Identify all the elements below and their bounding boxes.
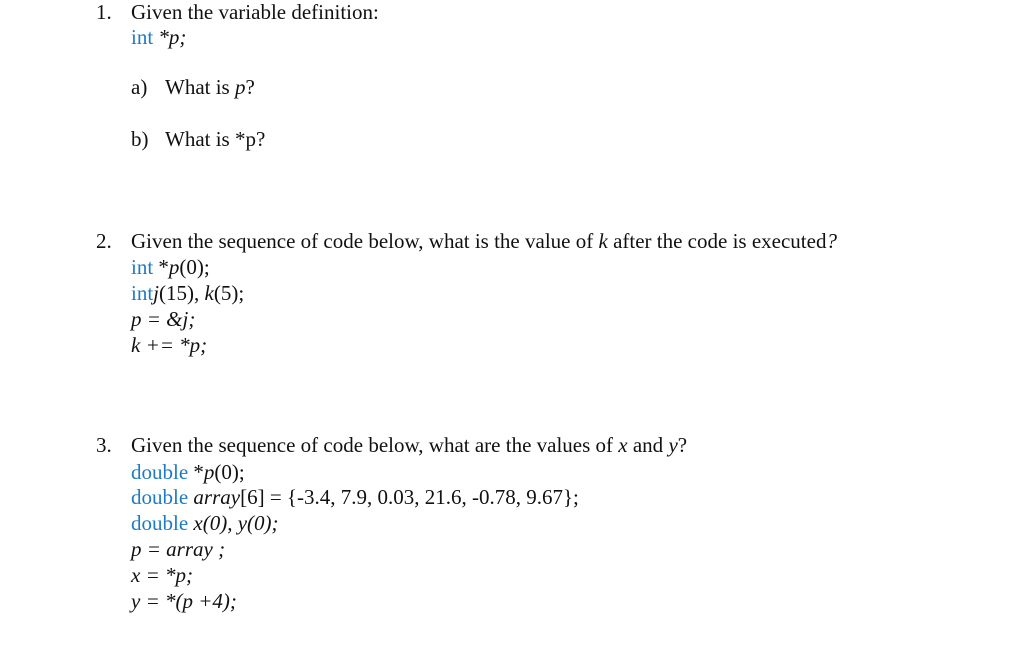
question-3-stem (131, 433, 687, 458)
keyword-double: double (131, 485, 189, 509)
question-3-code-line-4: p = array ; (131, 537, 226, 561)
question-3-code-line-2 (131, 484, 579, 510)
keyword-int: int (131, 281, 154, 305)
keyword-int: int (131, 255, 154, 279)
code-var-p: p (203, 460, 215, 484)
question-2-code-line-3: p = &j; (131, 307, 196, 331)
question-3-code-line-3 (131, 510, 279, 536)
code-post: (0); (214, 460, 245, 484)
question-2-code-line-4: k += *p; (131, 333, 208, 357)
question-1a-text-post: ? (245, 75, 255, 99)
question-1-code (131, 24, 186, 50)
keyword-int: int (131, 25, 154, 49)
question-1-stem: Given the variable definition: (131, 0, 379, 24)
stem-var-x: x (618, 433, 628, 457)
question-1b (131, 127, 265, 152)
question-2-number: 2. (96, 229, 112, 253)
question-3-number: 3. (96, 433, 112, 457)
stem-and: and (627, 433, 669, 457)
question-1b-label: b) (131, 127, 149, 151)
question-2-code-line-1 (131, 254, 210, 280)
question-1a-text-pre: What is (165, 75, 235, 99)
code-pre: * (153, 255, 169, 279)
stem-var-k: k (598, 229, 608, 253)
code-pre: * (188, 460, 204, 484)
code-rest: x(0), y(0); (188, 511, 279, 535)
question-3-code-line-6: y = *(p +4); (131, 589, 237, 613)
stem-pre: Given the sequence of code below, what is the value of (131, 229, 599, 253)
question-1a-var: p (234, 75, 246, 99)
code-post: (5); (213, 281, 245, 305)
question-1-number: 1. (96, 0, 112, 24)
code-var-array: array (188, 485, 241, 509)
stem-post: after the code is executed (607, 229, 827, 253)
code-var-j: j (153, 281, 160, 305)
code-var-k: k (204, 281, 214, 305)
stem-var-y: y (668, 433, 678, 457)
question-1a (131, 75, 255, 100)
question-1a-label: a) (131, 75, 148, 99)
code-post: [6] = {-3.4, 7.9, 0.03, 21.6, -0.78, 9.67}; (240, 485, 579, 509)
question-1b-text: What is *p? (165, 127, 266, 151)
question-3-code-line-1 (131, 459, 245, 485)
code-post: (0); (179, 255, 210, 279)
code-mid: (15), (159, 281, 205, 305)
keyword-double: double (131, 511, 189, 535)
code-rest: *p; (153, 25, 187, 49)
code-var-p: p (168, 255, 180, 279)
stem-question-mark: ? (677, 433, 688, 457)
question-2-stem (131, 229, 837, 254)
stem-pre: Given the sequence of code below, what are the values of (131, 433, 619, 457)
stem-question-mark: ? (826, 229, 837, 253)
question-2-code-line-2 (131, 280, 244, 306)
keyword-double: double (131, 460, 189, 484)
question-3-code-line-5: x = *p; (131, 563, 193, 587)
